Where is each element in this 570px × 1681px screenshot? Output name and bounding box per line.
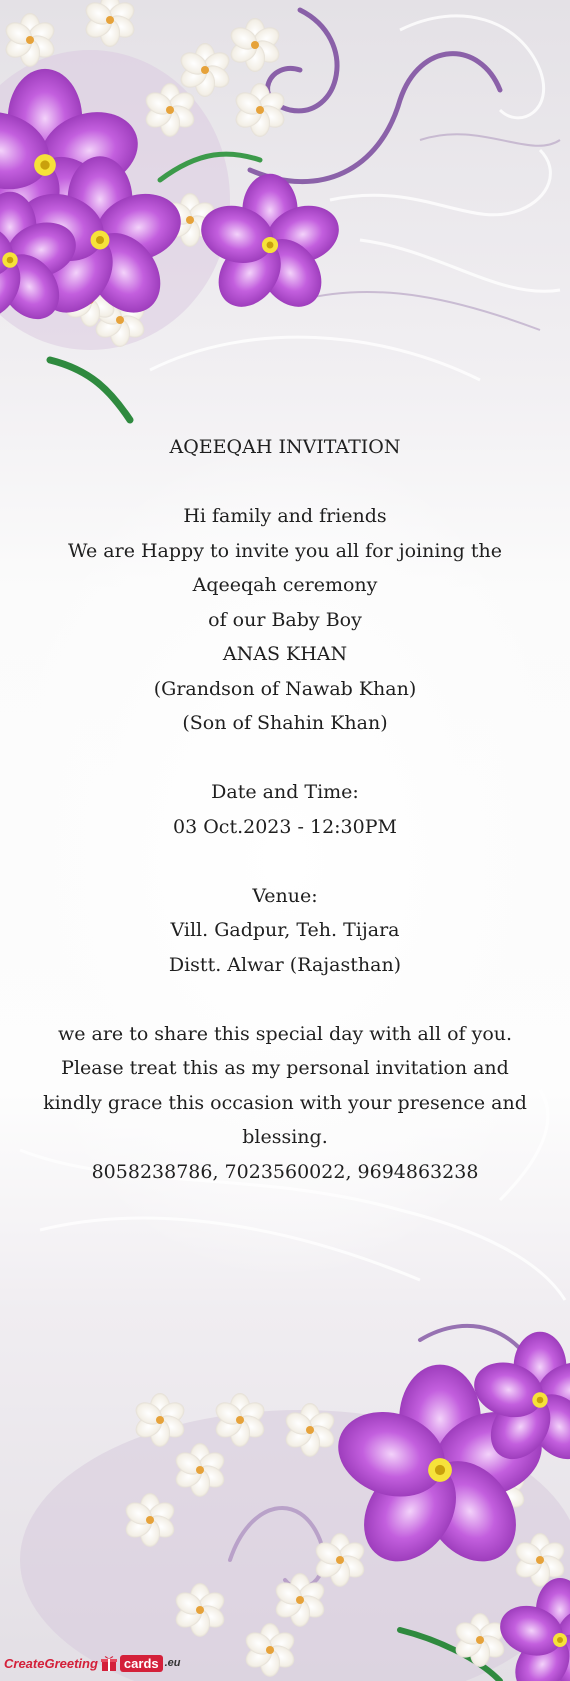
baby-line: of our Baby Boy (208, 608, 362, 631)
brand-logo[interactable] (4, 1649, 181, 1677)
son-of: (Son of Shahin Khan) (182, 712, 388, 734)
ceremony-line: Aqeeqah ceremony (192, 574, 378, 596)
invite-line: We are Happy to invite you all for joining the (68, 539, 502, 562)
brand-create: CreateGreeting (4, 1655, 98, 1671)
spacer (0, 465, 570, 500)
greeting: Hi family and friends (183, 505, 387, 527)
brand-tld: .eu (164, 1657, 181, 1669)
date-value: 03 Oct.2023 - 12:30PM (173, 815, 397, 838)
spacer (0, 844, 570, 879)
contact-phones: 8058238786, 7023560022, 9694863238 (91, 1160, 479, 1183)
venue-line-2: Distt. Alwar (Rajasthan) (168, 953, 402, 976)
baby-name: ANAS KHAN (222, 643, 348, 665)
gift-icon (100, 1654, 118, 1672)
spacer (0, 741, 570, 776)
venue-line-1: Vill. Gadpur, Teh. Tijara (170, 919, 400, 941)
date-label: Date and Time: (211, 781, 359, 803)
closing-message: we are to share this special day with all of you. Please treat this as my personal invitation and kindly grace this occasion with your presence and blessing. (43, 1022, 527, 1148)
invitation-title: AQEEQAH INVITATION (169, 436, 401, 458)
brand-cards: cards (120, 1655, 163, 1672)
grandson-of: (Grandson of Nawab Khan) (153, 677, 417, 700)
spacer (0, 982, 570, 1017)
venue-label: Venue: (252, 884, 318, 907)
invitation-text (0, 430, 570, 1189)
